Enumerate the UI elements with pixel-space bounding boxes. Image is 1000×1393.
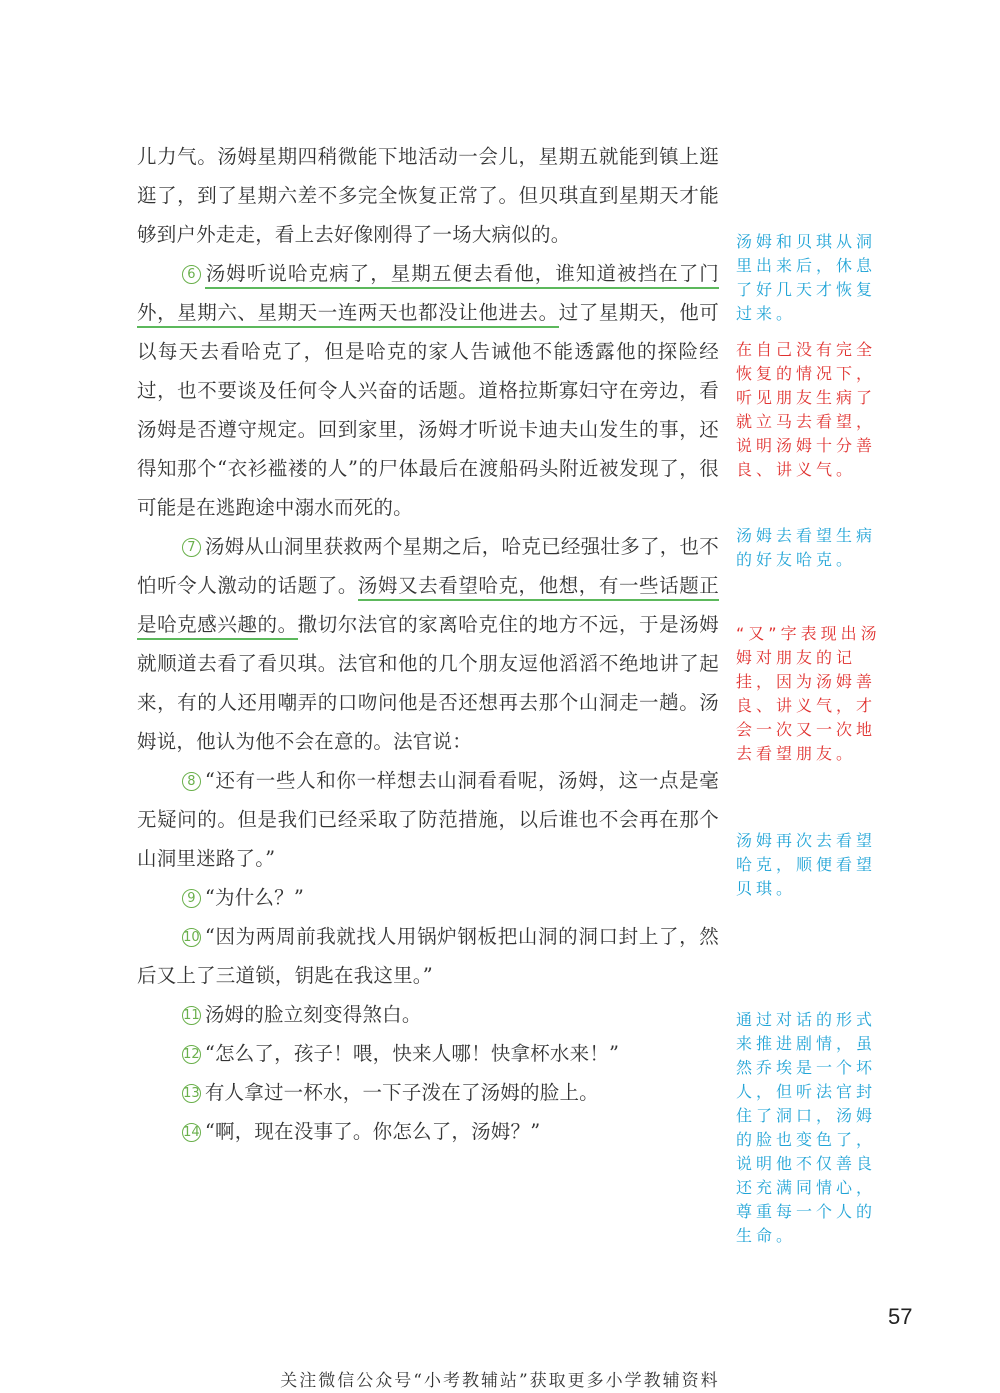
paragraph-10: 10 “因为两周前我就找人用锅炉钢板把山洞的洞口封上了，然后又上了三道锁，钥匙在我这里。”: [137, 925, 719, 987]
underlined-sentence: 汤姆又去看望哈克，他想，有一些话题正是哈克感兴趣的。: [137, 574, 719, 640]
margin-note-visit-huck: 汤姆去看望生病的好友哈克。: [736, 526, 877, 569]
paragraph-number-6: 6: [182, 265, 201, 284]
paragraph-13: 13 有人拿过一杯水，一下子泼在了汤姆的脸上。: [183, 1081, 599, 1104]
paragraph-number-8: 8: [182, 772, 201, 791]
paragraph-9: 9 “为什么？”: [137, 878, 719, 917]
margin-note-kindness: 在自己没有完全恢复的情况下，听见朋友生病了就立马去看望，说明汤姆十分善良、讲义气。: [736, 340, 877, 479]
paragraph-number-13: 13: [183, 1086, 200, 1101]
underlined-sentence: 汤姆听说哈克病了，星期五便去看他，谁知道被挡在了门外，星期六、星期天一连两天也都没让他进去。: [137, 262, 719, 328]
paragraph-12: 12 “怎么了，孩子！喂，快来人哪！快拿杯水来！”: [183, 1042, 620, 1065]
margin-note-you-character: “又”字表现出汤姆对朋友的记挂，因为汤姆善良、讲义气，才会一次又一次地去看望朋友。: [736, 624, 881, 763]
paragraph-number-10: 10: [183, 930, 200, 945]
paragraph-7: 7 汤姆从山洞里获救两个星期之后，哈克已经强壮多了，也不怕听令人激动的话题了。汤姆又去看望哈克，他想，有一些话题正是哈克感兴趣的。撒切尔法官的家离哈克住的地方不远，于是汤姆就顺道去看了看贝琪。法官和他的几个朋友逗他滔滔不绝地讲了起来，有的人还用嘲弄的口吻问他是否还想再去那个山洞走一趟。汤姆说，他认为他不会在意的。法官说：: [137, 535, 719, 753]
page-number: 57: [888, 1304, 913, 1329]
margin-note-recovery: 汤姆和贝琪从洞里出来后，休息了好几天才恢复过来。: [736, 232, 877, 323]
paragraph-8: 8 “还有一些人和你一样想去山洞看看呢，汤姆，这一点是毫无疑问的。但是我们已经采取了防范措施，以后谁也不会再在那个山洞里迷路了。”: [137, 769, 719, 870]
margin-note-visit-again: 汤姆再次去看望哈克，顺便看望贝琪。: [736, 831, 877, 898]
paragraph-number-12: 12: [183, 1047, 200, 1062]
paragraph-number-7: 7: [182, 538, 201, 557]
margin-note-dialogue: 通过对话的形式来推进剧情，虽然乔埃是一个坏人，但听法官封住了洞口，汤姆的脸也变色了，说明他不仅善良还充满同情心，尊重每一个人的生命。: [736, 1010, 877, 1245]
paragraph-continued: 儿力气。汤姆星期四稍微能下地活动一会儿，星期五就能到镇上逛逛了，到了星期六差不多完全恢复正常了。但贝琪直到星期天才能够到户外走走，看上去好像刚得了一场大病似的。: [137, 145, 719, 246]
paragraph-14: 14 “啊，现在没事了。你怎么了，汤姆？”: [183, 1120, 541, 1143]
paragraph-6: 6 汤姆听说哈克病了，星期五便去看他，谁知道被挡在了门外，星期六、星期天一连两天也都没让他进去。过了星期天，他可以每天去看哈克了，但是哈克的家人告诫他不能透露他的探险经过，也不要谈及任何令人兴奋的话题。道格拉斯寡妇守在旁边，看汤姆是否遵守规定。回到家里，汤姆才听说卡迪夫山发生的事，还得知那个“衣衫褴褛的人”的尸体最后在渡船码头附近被发现了，很可能是在逃跑途中溺水而死的。: [137, 262, 719, 519]
paragraph-number-11: 11: [183, 1008, 200, 1023]
paragraph-11: 11 汤姆的脸立刻变得煞白。: [183, 1003, 422, 1026]
paragraph-number-14: 14: [183, 1125, 200, 1140]
main-text: [137, 137, 719, 1151]
footer-watermark: 关注微信公众号“小考教辅站”获取更多小学教辅资料: [280, 1371, 720, 1391]
paragraph-number-9: 9: [182, 889, 201, 908]
